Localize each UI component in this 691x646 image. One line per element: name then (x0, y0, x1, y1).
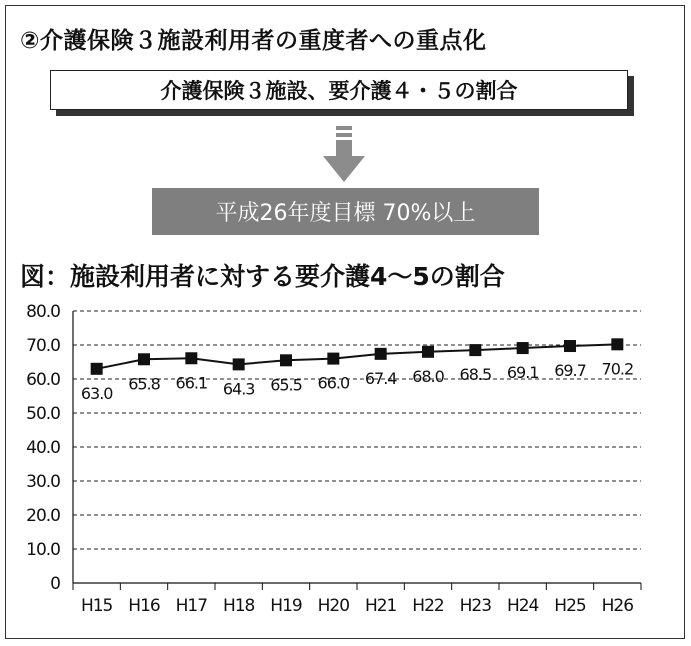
y-tick-label: 30.0 (26, 472, 60, 492)
x-tick-label: H16 (128, 596, 160, 616)
facility-box-label: 介護保険３施設、要介護４・５の割合 (50, 70, 628, 110)
x-tick-label: H15 (80, 596, 113, 616)
x-tick-label: H23 (459, 596, 492, 616)
x-tick-label: H19 (270, 596, 302, 616)
x-tick-label: H20 (317, 596, 350, 616)
data-label: 65.5 (270, 375, 302, 395)
section-title: ②介護保険３施設利用者の重度者への重点化 (20, 28, 487, 54)
y-tick-label: 70.0 (26, 336, 60, 356)
data-point (517, 342, 529, 354)
data-point (564, 340, 576, 352)
data-label: 68.0 (412, 366, 444, 386)
data-point (375, 348, 387, 360)
y-tick-label: 60.0 (26, 370, 60, 390)
data-label: 66.0 (317, 373, 350, 393)
data-label: 68.5 (459, 365, 492, 385)
data-point (91, 363, 103, 375)
y-tick-label: 20.0 (26, 506, 60, 526)
x-tick-label: H25 (554, 596, 586, 616)
data-point (185, 352, 197, 364)
target-label: 平成26年度目標 70%以上 (152, 188, 539, 235)
data-label: 66.1 (175, 373, 208, 393)
data-point (469, 344, 481, 356)
x-tick-label: H22 (412, 596, 444, 616)
data-label: 67.4 (364, 368, 397, 388)
x-tick-label: H18 (222, 596, 255, 616)
x-tick-label: H17 (175, 596, 208, 616)
y-tick-label: 0 (50, 574, 60, 594)
data-point (422, 346, 434, 358)
data-point (327, 353, 339, 365)
x-tick-label: H24 (506, 596, 539, 616)
x-tick-label: H26 (601, 596, 634, 616)
y-tick-label: 40.0 (26, 438, 60, 458)
data-label: 64.3 (222, 379, 255, 399)
data-label: 70.2 (601, 359, 634, 379)
y-tick-label: 10.0 (26, 540, 60, 560)
series-line (97, 344, 618, 368)
data-label: 65.8 (128, 374, 160, 394)
data-point (280, 354, 292, 366)
data-point (611, 338, 623, 350)
data-label: 69.1 (506, 363, 539, 383)
data-point (138, 353, 150, 365)
data-label: 63.0 (80, 383, 113, 403)
y-tick-label: 50.0 (26, 404, 60, 424)
data-point (233, 358, 245, 370)
y-tick-label: 80.0 (26, 302, 60, 322)
x-tick-label: H21 (364, 596, 397, 616)
chart-title: 図：施設利用者に対する要介護4～5の割合 (20, 262, 505, 291)
data-label: 69.7 (554, 361, 586, 381)
